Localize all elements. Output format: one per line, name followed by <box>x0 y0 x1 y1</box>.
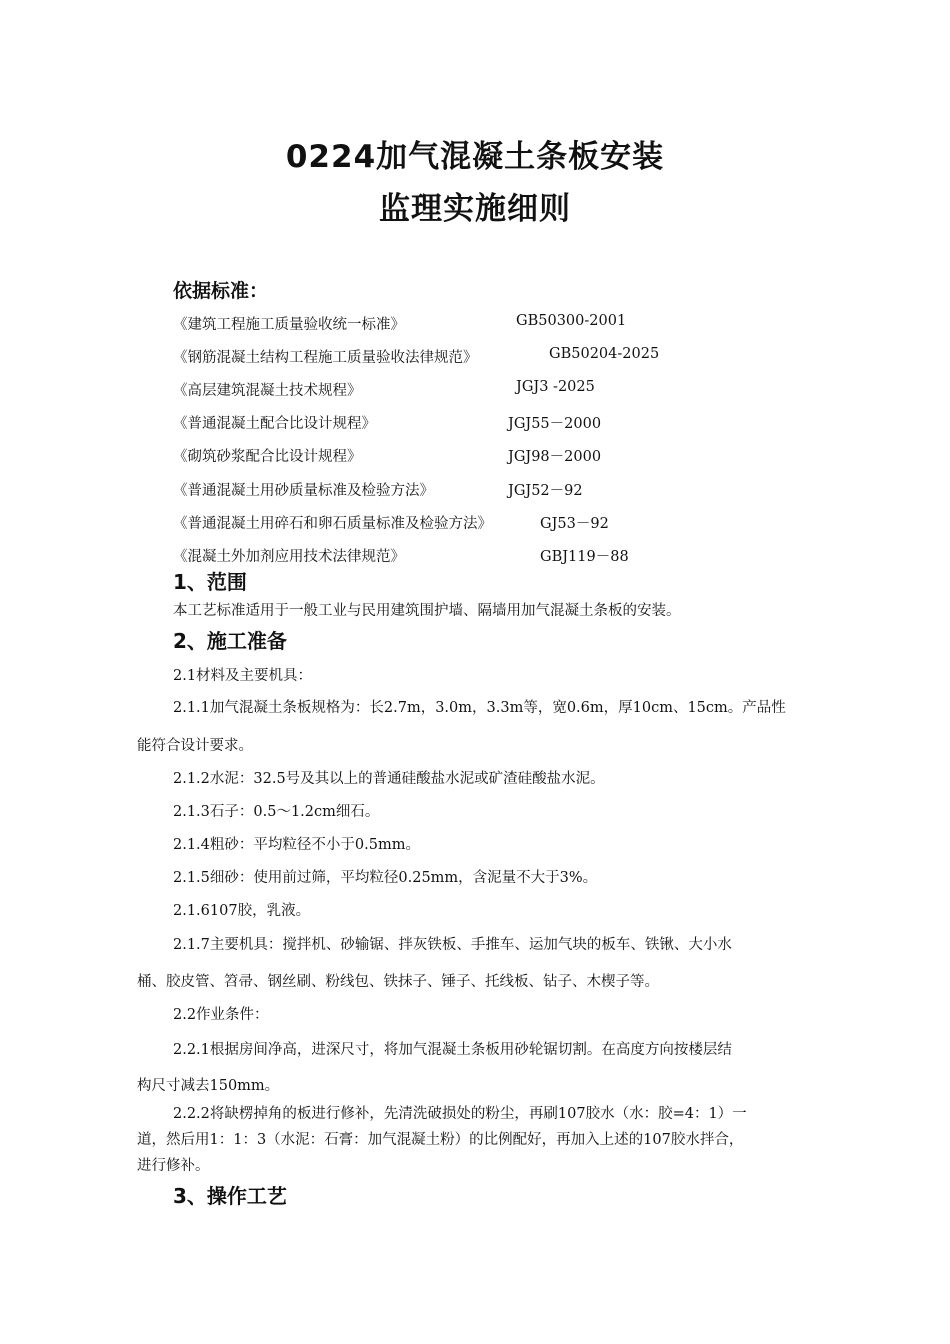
paragraph: 2.1.2水泥：32.5号及其以上的普通硅酸盐水泥或矿渣硅酸盐水泥。 <box>173 771 605 787</box>
paragraph: 进行修补。 <box>137 1158 210 1174</box>
standard-item <box>173 445 602 467</box>
standard-name: 《普通混凝土用碎石和卵石质量标准及检验方法》 <box>173 516 492 532</box>
standard-name: 《钢筋混凝土结构工程施工质量验收法律规范》 <box>173 350 478 366</box>
document-title-line1: 0224加气混凝土条板安装 <box>285 139 665 175</box>
basis-heading: 依据标准： <box>173 280 269 302</box>
standard-item <box>173 346 660 368</box>
paragraph: 2.1.1加气混凝土条板规格为：长2.7m，3.0m，3.3m等，宽0.6m，厚10cm、15cm。产品性 <box>173 700 786 716</box>
standard-item <box>173 512 609 534</box>
paragraph: 道，然后用1：1：3（水泥：石膏：加气混凝土粉）的比例配好，再加入上述的107胶水拌合， <box>137 1132 744 1148</box>
paragraph: 2.2.1根据房间净高，进深尺寸，将加气混凝土条板用砂轮锯切割。在高度方向按楼层结 <box>173 1042 732 1058</box>
section-heading-scope: 1、范围 <box>173 570 247 594</box>
standard-item <box>173 412 602 434</box>
paragraph: 2.1.5细砂：使用前过筛，平均粒径0.25mm，含泥量不大于3%。 <box>173 870 598 886</box>
standard-code: JGJ3 -2025 <box>516 379 595 395</box>
section-heading-preparation: 2、施工准备 <box>173 629 287 653</box>
standard-item <box>173 379 595 401</box>
standard-code: JGJ52－92 <box>508 483 583 499</box>
standard-item <box>173 313 627 335</box>
paragraph: 2.2作业条件： <box>173 1007 269 1023</box>
standard-code: GB50300-2001 <box>516 313 627 329</box>
paragraph: 2.1.7主要机具：搅拌机、砂输锯、拌灰铁板、手推车、运加气块的板车、铁锹、大小水 <box>173 937 732 953</box>
standard-code: JGJ98－2000 <box>508 449 602 465</box>
paragraph: 2.1材料及主要机具： <box>173 668 313 684</box>
standard-code: GJ53－92 <box>540 516 609 532</box>
standard-name: 《普通混凝土配合比设计规程》 <box>173 416 376 432</box>
standard-code: GBJ119－88 <box>540 549 629 565</box>
standard-code: GB50204-2025 <box>549 346 660 362</box>
paragraph: 桶、胶皮管、笤帚、钢丝刷、粉线包、铁抹子、锤子、托线板、钻子、木楔子等。 <box>137 974 659 990</box>
paragraph: 2.2.2将缺楞掉角的板进行修补，先清洗破损处的粉尘，再刷107胶水（水：胶=4：1）一 <box>173 1106 747 1122</box>
paragraph: 2.1.4粗砂：平均粒径不小于0.5mm。 <box>173 837 420 853</box>
paragraph: 构尺寸减去150mm。 <box>137 1078 280 1094</box>
document-title-line2: 监理实施细则 <box>379 191 571 227</box>
paragraph: 2.1.6107胶，乳液。 <box>173 903 311 919</box>
standard-name: 《砌筑砂浆配合比设计规程》 <box>173 449 362 465</box>
standard-name: 《混凝土外加剂应用技术法律规范》 <box>173 549 405 565</box>
paragraph: 2.1.3石子：0.5～1.2cm细石。 <box>173 804 380 820</box>
standard-name: 《高层建筑混凝土技术规程》 <box>173 383 362 399</box>
standard-code: JGJ55－2000 <box>508 416 602 432</box>
scope-text: 本工艺标准适用于一般工业与民用建筑围护墙、隔墙用加气混凝土条板的安装。 <box>173 603 681 619</box>
section-heading-process: 3、操作工艺 <box>173 1184 287 1208</box>
standard-name: 《普通混凝土用砂质量标准及检验方法》 <box>173 483 434 499</box>
paragraph: 能符合设计要求。 <box>137 738 253 754</box>
standard-item <box>173 545 629 567</box>
standard-name: 《建筑工程施工质量验收统一标准》 <box>173 317 405 333</box>
standard-item <box>173 479 583 501</box>
